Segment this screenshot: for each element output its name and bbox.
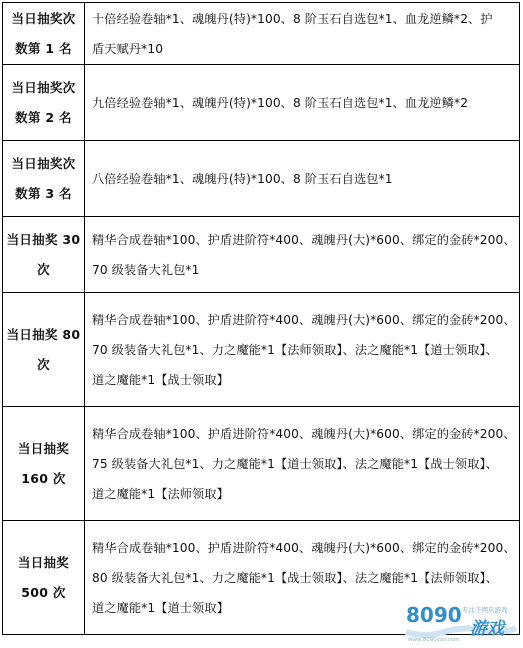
reward-line: 精华合成卷轴*100、护盾进阶符*400、魂魄丹(大)*600、绑定的金砖*200、 bbox=[92, 540, 516, 555]
reward-line: 70 级装备大礼包*1 bbox=[92, 262, 200, 277]
reward-line: 80 级装备大礼包*1、力之魔能*1【战士领取】、法之魔能*1【法师领取】、 bbox=[92, 570, 498, 585]
row-label-line: 当日抽奖 80 bbox=[6, 326, 81, 342]
row-label-line: 当日抽奖 bbox=[17, 554, 70, 570]
row-rewards bbox=[85, 141, 520, 217]
row-label bbox=[3, 407, 85, 521]
table-row bbox=[3, 3, 520, 65]
row-label-line: 当日抽奖次 bbox=[11, 155, 76, 171]
watermark-tagline: 专注于网页游戏 bbox=[462, 606, 508, 614]
row-label-line: 160 次 bbox=[21, 470, 66, 486]
row-rewards bbox=[85, 65, 520, 141]
row-label-line: 数第 1 名 bbox=[15, 40, 72, 56]
row-rewards bbox=[85, 293, 520, 407]
row-label-line: 当日抽奖 30 bbox=[6, 231, 81, 247]
row-label-line: 次 bbox=[37, 356, 50, 372]
row-label-line: 数第 2 名 bbox=[15, 109, 72, 125]
reward-line: 道之魔能*1【战士领取】 bbox=[92, 372, 229, 387]
row-label bbox=[3, 65, 85, 141]
reward-line: 道之魔能*1【法师领取】 bbox=[92, 486, 229, 501]
watermark-game-word: 游戏 bbox=[470, 619, 504, 639]
watermark-url: www.8090yxs.com bbox=[408, 637, 460, 643]
row-label-line: 数第 3 名 bbox=[15, 185, 72, 201]
table-row bbox=[3, 65, 520, 141]
row-label bbox=[3, 293, 85, 407]
row-label-line: 500 次 bbox=[21, 584, 66, 600]
row-rewards bbox=[85, 3, 520, 65]
row-label bbox=[3, 217, 85, 293]
reward-line: 精华合成卷轴*100、护盾进阶符*400、魂魄丹(大)*600、绑定的金砖*200、 bbox=[92, 426, 516, 441]
reward-line: 八倍经验卷轴*1、魂魄丹(特)*100、8 阶玉石自选包*1 bbox=[92, 171, 393, 186]
row-label-line: 当日抽奖 bbox=[17, 440, 70, 456]
reward-line: 精华合成卷轴*100、护盾进阶符*400、魂魄丹(大)*600、绑定的金砖*200、 bbox=[92, 312, 516, 327]
reward-line: 精华合成卷轴*100、护盾进阶符*400、魂魄丹(大)*600、绑定的金砖*200、 bbox=[92, 232, 516, 247]
reward-line: 道之魔能*1【道士领取】 bbox=[92, 600, 229, 615]
row-rewards bbox=[85, 407, 520, 521]
row-label-line: 当日抽奖次 bbox=[11, 79, 76, 95]
row-label bbox=[3, 141, 85, 217]
watermark-number: 8090 bbox=[406, 603, 462, 627]
site-watermark-logo bbox=[404, 602, 519, 644]
row-rewards bbox=[85, 217, 520, 293]
reward-line: 九倍经验卷轴*1、魂魄丹(特)*100、8 阶玉石自选包*1、血龙逆鳞*2 bbox=[92, 95, 469, 110]
reward-line: 75 级装备大礼包*1、力之魔能*1【道士领取】、法之魔能*1【战士领取】、 bbox=[92, 456, 498, 471]
table-row bbox=[3, 407, 520, 521]
reward-table bbox=[2, 2, 520, 635]
reward-line: 70 级装备大礼包*1、力之魔能*1【法师领取】、法之魔能*1【道士领取】、 bbox=[92, 342, 498, 357]
reward-line: 盾天赋丹*10 bbox=[92, 41, 164, 56]
row-label bbox=[3, 3, 85, 65]
row-label-line: 次 bbox=[37, 261, 50, 277]
reward-line: 十倍经验卷轴*1、魂魄丹(特)*100、8 阶玉石自选包*1、血龙逆鳞*2、护 bbox=[92, 11, 493, 26]
table-row bbox=[3, 293, 520, 407]
table-row bbox=[3, 217, 520, 293]
row-label bbox=[3, 521, 85, 635]
row-label-line: 当日抽奖次 bbox=[11, 10, 76, 26]
table-row bbox=[3, 141, 520, 217]
